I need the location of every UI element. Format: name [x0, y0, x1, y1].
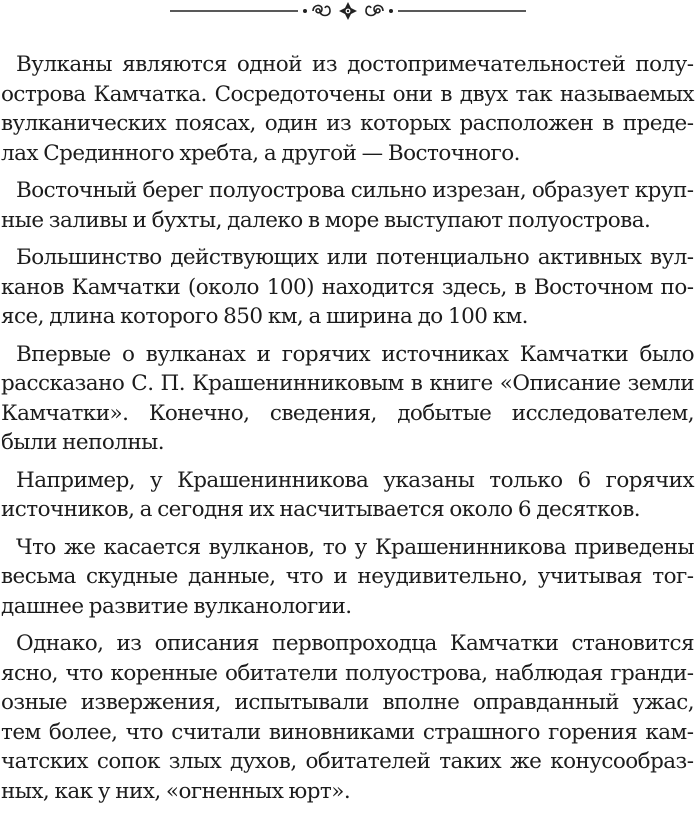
paragraph: Что же касается вулканов, то у Крашенинникова приведены весьма скудные данные, что и неудивительно, учитывая тогдашнее развитие вулканологии.: [1, 534, 694, 619]
flourish-divider-icon: [170, 0, 526, 26]
ornament-divider: [0, 0, 696, 30]
paragraph: Восточный берег полуострова сильно изрезан, образует крупные заливы и бухты, далеко в море выступают полуострова.: [1, 178, 694, 233]
paragraph: Большинство действующих или потенциально активных вулканов Камчатки (около 100) находится здесь, в Восточном поясе, длина которого 850 км, а ширина до 100 км.: [1, 245, 694, 329]
paragraph: Однако, из описания первопроходца Камчатки становится ясно, что коренные обитатели полуострова, наблюдая грандиозные извержения, испытывали вполне оправданный ужас, тем более, что считали виновниками страшного горения камчатских сопок злых духов, обитателей таких же конусообразных, как у них, «огненных юрт».: [1, 631, 694, 804]
paragraph: Впервые о вулканах и горячих источниках Камчатки было рассказано С. П. Крашенинниковым в книге «Описание земли Камчатки». Конечно, сведения, добытые исследователем, были неполны.: [1, 341, 694, 455]
paragraph: Вулканы являются одной из достопримечательностей полуострова Камчатка. Сосредоточены они в двух так называемых вулканических поясах, один из которых расположен в пределах Срединного хребта, а другой — Восточного.: [1, 52, 694, 166]
body-text: [0, 50, 696, 814]
paragraph: Например, у Крашенинникова указаны только 6 горячих источников, а сегодня их насчитывается около 6 десятков.: [1, 467, 694, 522]
